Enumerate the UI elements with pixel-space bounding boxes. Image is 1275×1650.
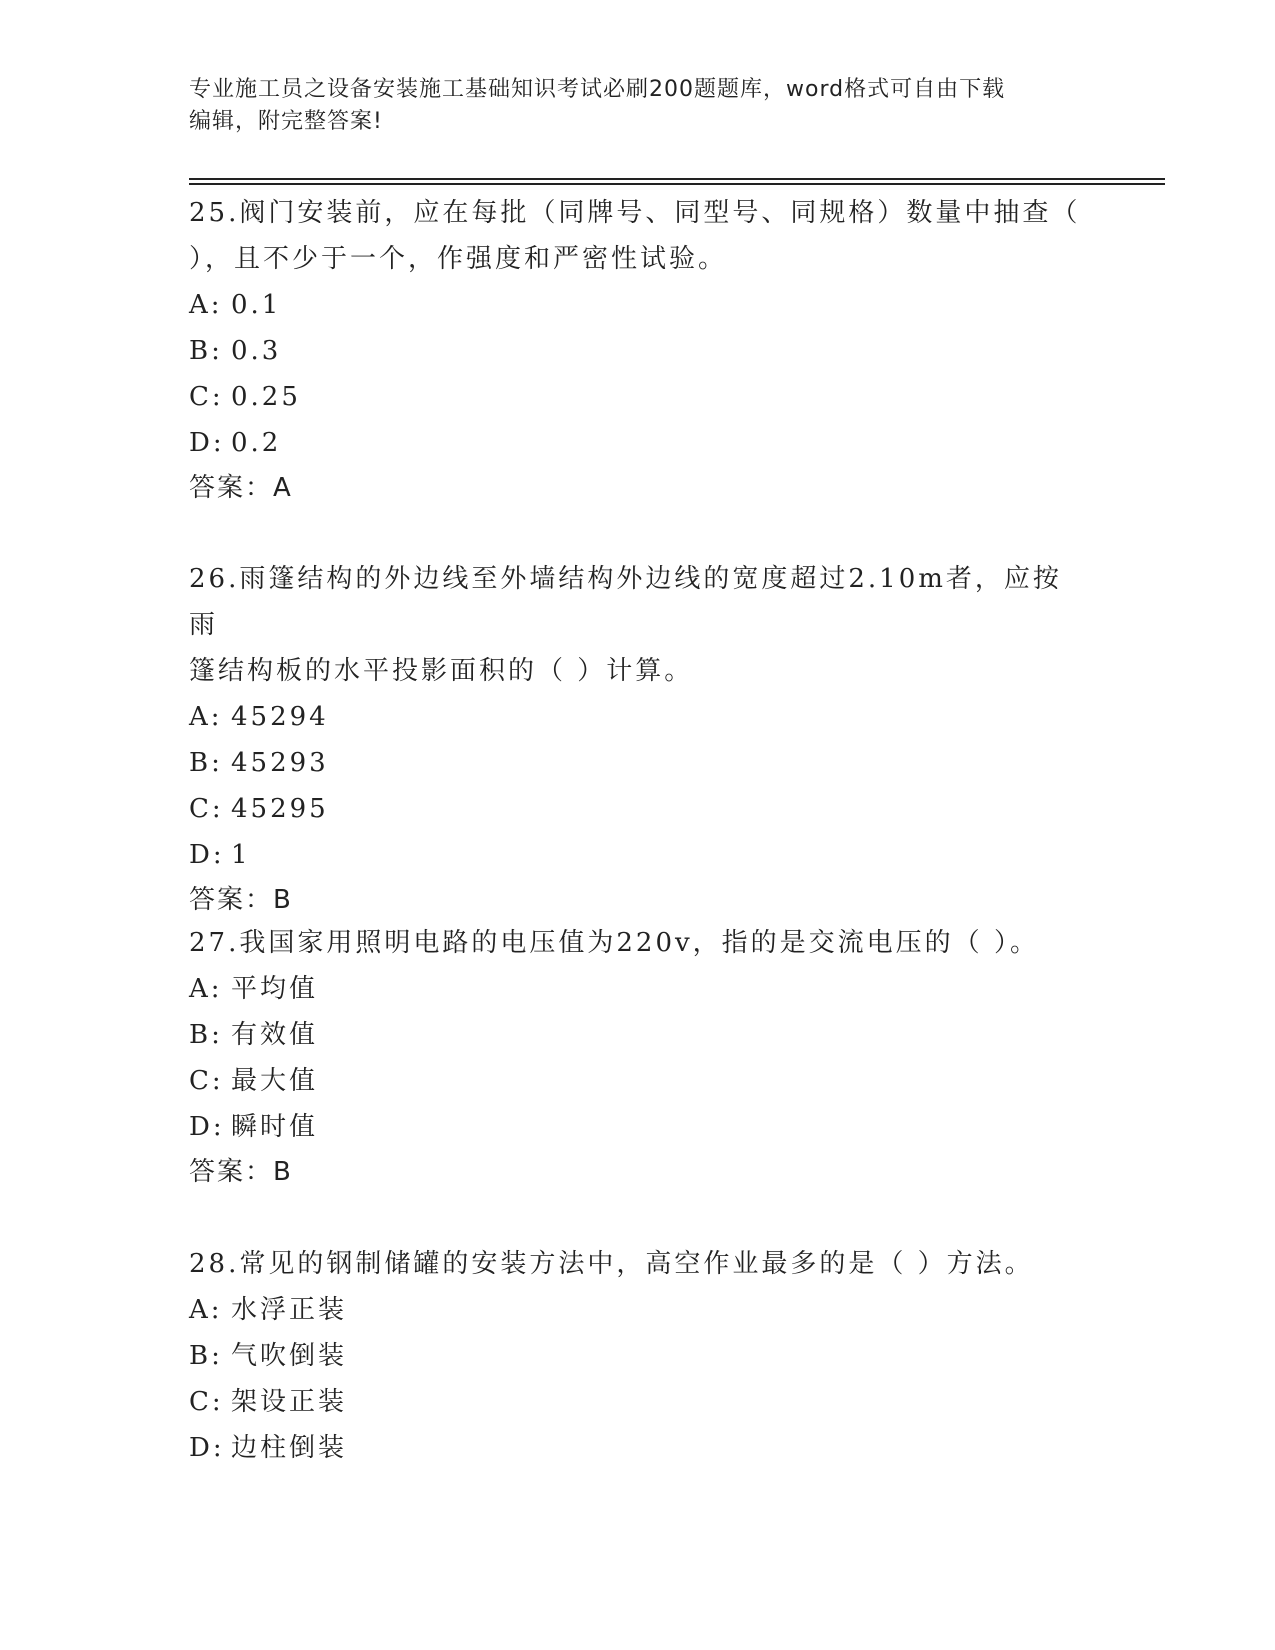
option-key: A: bbox=[189, 702, 223, 732]
option-key: C: bbox=[189, 382, 224, 412]
option-value: 0.3 bbox=[231, 336, 282, 366]
answer-line: 答案：B bbox=[189, 885, 293, 915]
option-value: 0.25 bbox=[231, 382, 301, 412]
option-key: D: bbox=[189, 840, 225, 870]
option-key: D: bbox=[189, 1433, 225, 1463]
option-b bbox=[189, 1333, 1089, 1379]
option-value: 水浮正装 bbox=[231, 1295, 348, 1325]
question-number: 27. bbox=[189, 928, 240, 958]
option-c bbox=[189, 374, 1089, 420]
option-value: 45293 bbox=[231, 748, 329, 778]
option-value: 平均值 bbox=[231, 974, 319, 1004]
option-a bbox=[189, 694, 1089, 740]
option-key: C: bbox=[189, 1066, 224, 1096]
option-key: A: bbox=[189, 290, 223, 320]
option-c bbox=[189, 1379, 1089, 1425]
option-key: D: bbox=[189, 428, 225, 458]
option-d bbox=[189, 1425, 1089, 1471]
option-value: 边柱倒装 bbox=[231, 1433, 348, 1463]
option-value: 45295 bbox=[231, 794, 329, 824]
option-a bbox=[189, 282, 1089, 328]
option-value: 气吹倒装 bbox=[231, 1341, 348, 1371]
option-d bbox=[189, 420, 1089, 466]
option-key: C: bbox=[189, 1387, 224, 1417]
option-value: 瞬时值 bbox=[231, 1112, 319, 1142]
question-text-line: 篷结构板的水平投影面积的（ ）计算。 bbox=[189, 656, 694, 686]
header-line-1: 专业施工员之设备安装施工基础知识考试必刷200题题库，word格式可自由下载 bbox=[189, 77, 1006, 102]
question-27 bbox=[189, 920, 1089, 1194]
question-text-line: 28.常见的钢制储罐的安装方法中，高空作业最多的是（ ）方法。 bbox=[189, 1249, 1034, 1279]
option-d bbox=[189, 1104, 1089, 1150]
question-text-line: 26.雨篷结构的外边线至外墙结构外边线的宽度超过2.10m者，应按雨 bbox=[189, 564, 1062, 640]
question-number: 26. bbox=[189, 564, 240, 594]
option-value: 有效值 bbox=[231, 1020, 319, 1050]
option-key: B: bbox=[189, 1020, 223, 1050]
option-c bbox=[189, 786, 1089, 832]
option-key: B: bbox=[189, 748, 223, 778]
question-text-line: 27.我国家用照明电路的电压值为220v，指的是交流电压的（ ）。 bbox=[189, 928, 1039, 958]
option-a bbox=[189, 966, 1089, 1012]
option-b bbox=[189, 328, 1089, 374]
option-b bbox=[189, 740, 1089, 786]
option-key: D: bbox=[189, 1112, 225, 1142]
option-a bbox=[189, 1287, 1089, 1333]
option-value: 1 bbox=[231, 840, 251, 870]
question-text-line: 25.阀门安装前，应在每批（同牌号、同型号、同规格）数量中抽查（ bbox=[189, 198, 1081, 228]
question-number: 28. bbox=[189, 1249, 240, 1279]
option-c bbox=[189, 1058, 1089, 1104]
option-value: 架设正装 bbox=[231, 1387, 348, 1417]
answer-line: 答案：A bbox=[189, 473, 293, 503]
option-value: 0.1 bbox=[231, 290, 282, 320]
option-key: A: bbox=[189, 974, 223, 1004]
option-value: 45294 bbox=[231, 702, 329, 732]
option-value: 0.2 bbox=[231, 428, 282, 458]
option-key: A: bbox=[189, 1295, 223, 1325]
question-28 bbox=[189, 1241, 1089, 1471]
question-number: 25. bbox=[189, 198, 240, 228]
option-key: C: bbox=[189, 794, 224, 824]
option-key: B: bbox=[189, 336, 223, 366]
header-line-2: 编辑，附完整答案! bbox=[189, 109, 383, 134]
option-d bbox=[189, 832, 1089, 878]
question-text-line: ），且不少于一个，作强度和严密性试验。 bbox=[189, 244, 728, 274]
option-value: 最大值 bbox=[231, 1066, 319, 1096]
question-26 bbox=[189, 556, 1089, 922]
option-b bbox=[189, 1012, 1089, 1058]
header-divider-top bbox=[189, 178, 1165, 180]
header-divider-bottom bbox=[189, 183, 1165, 185]
question-25 bbox=[189, 190, 1089, 510]
document-header bbox=[189, 74, 1089, 138]
answer-line: 答案：B bbox=[189, 1157, 293, 1187]
option-key: B: bbox=[189, 1341, 223, 1371]
